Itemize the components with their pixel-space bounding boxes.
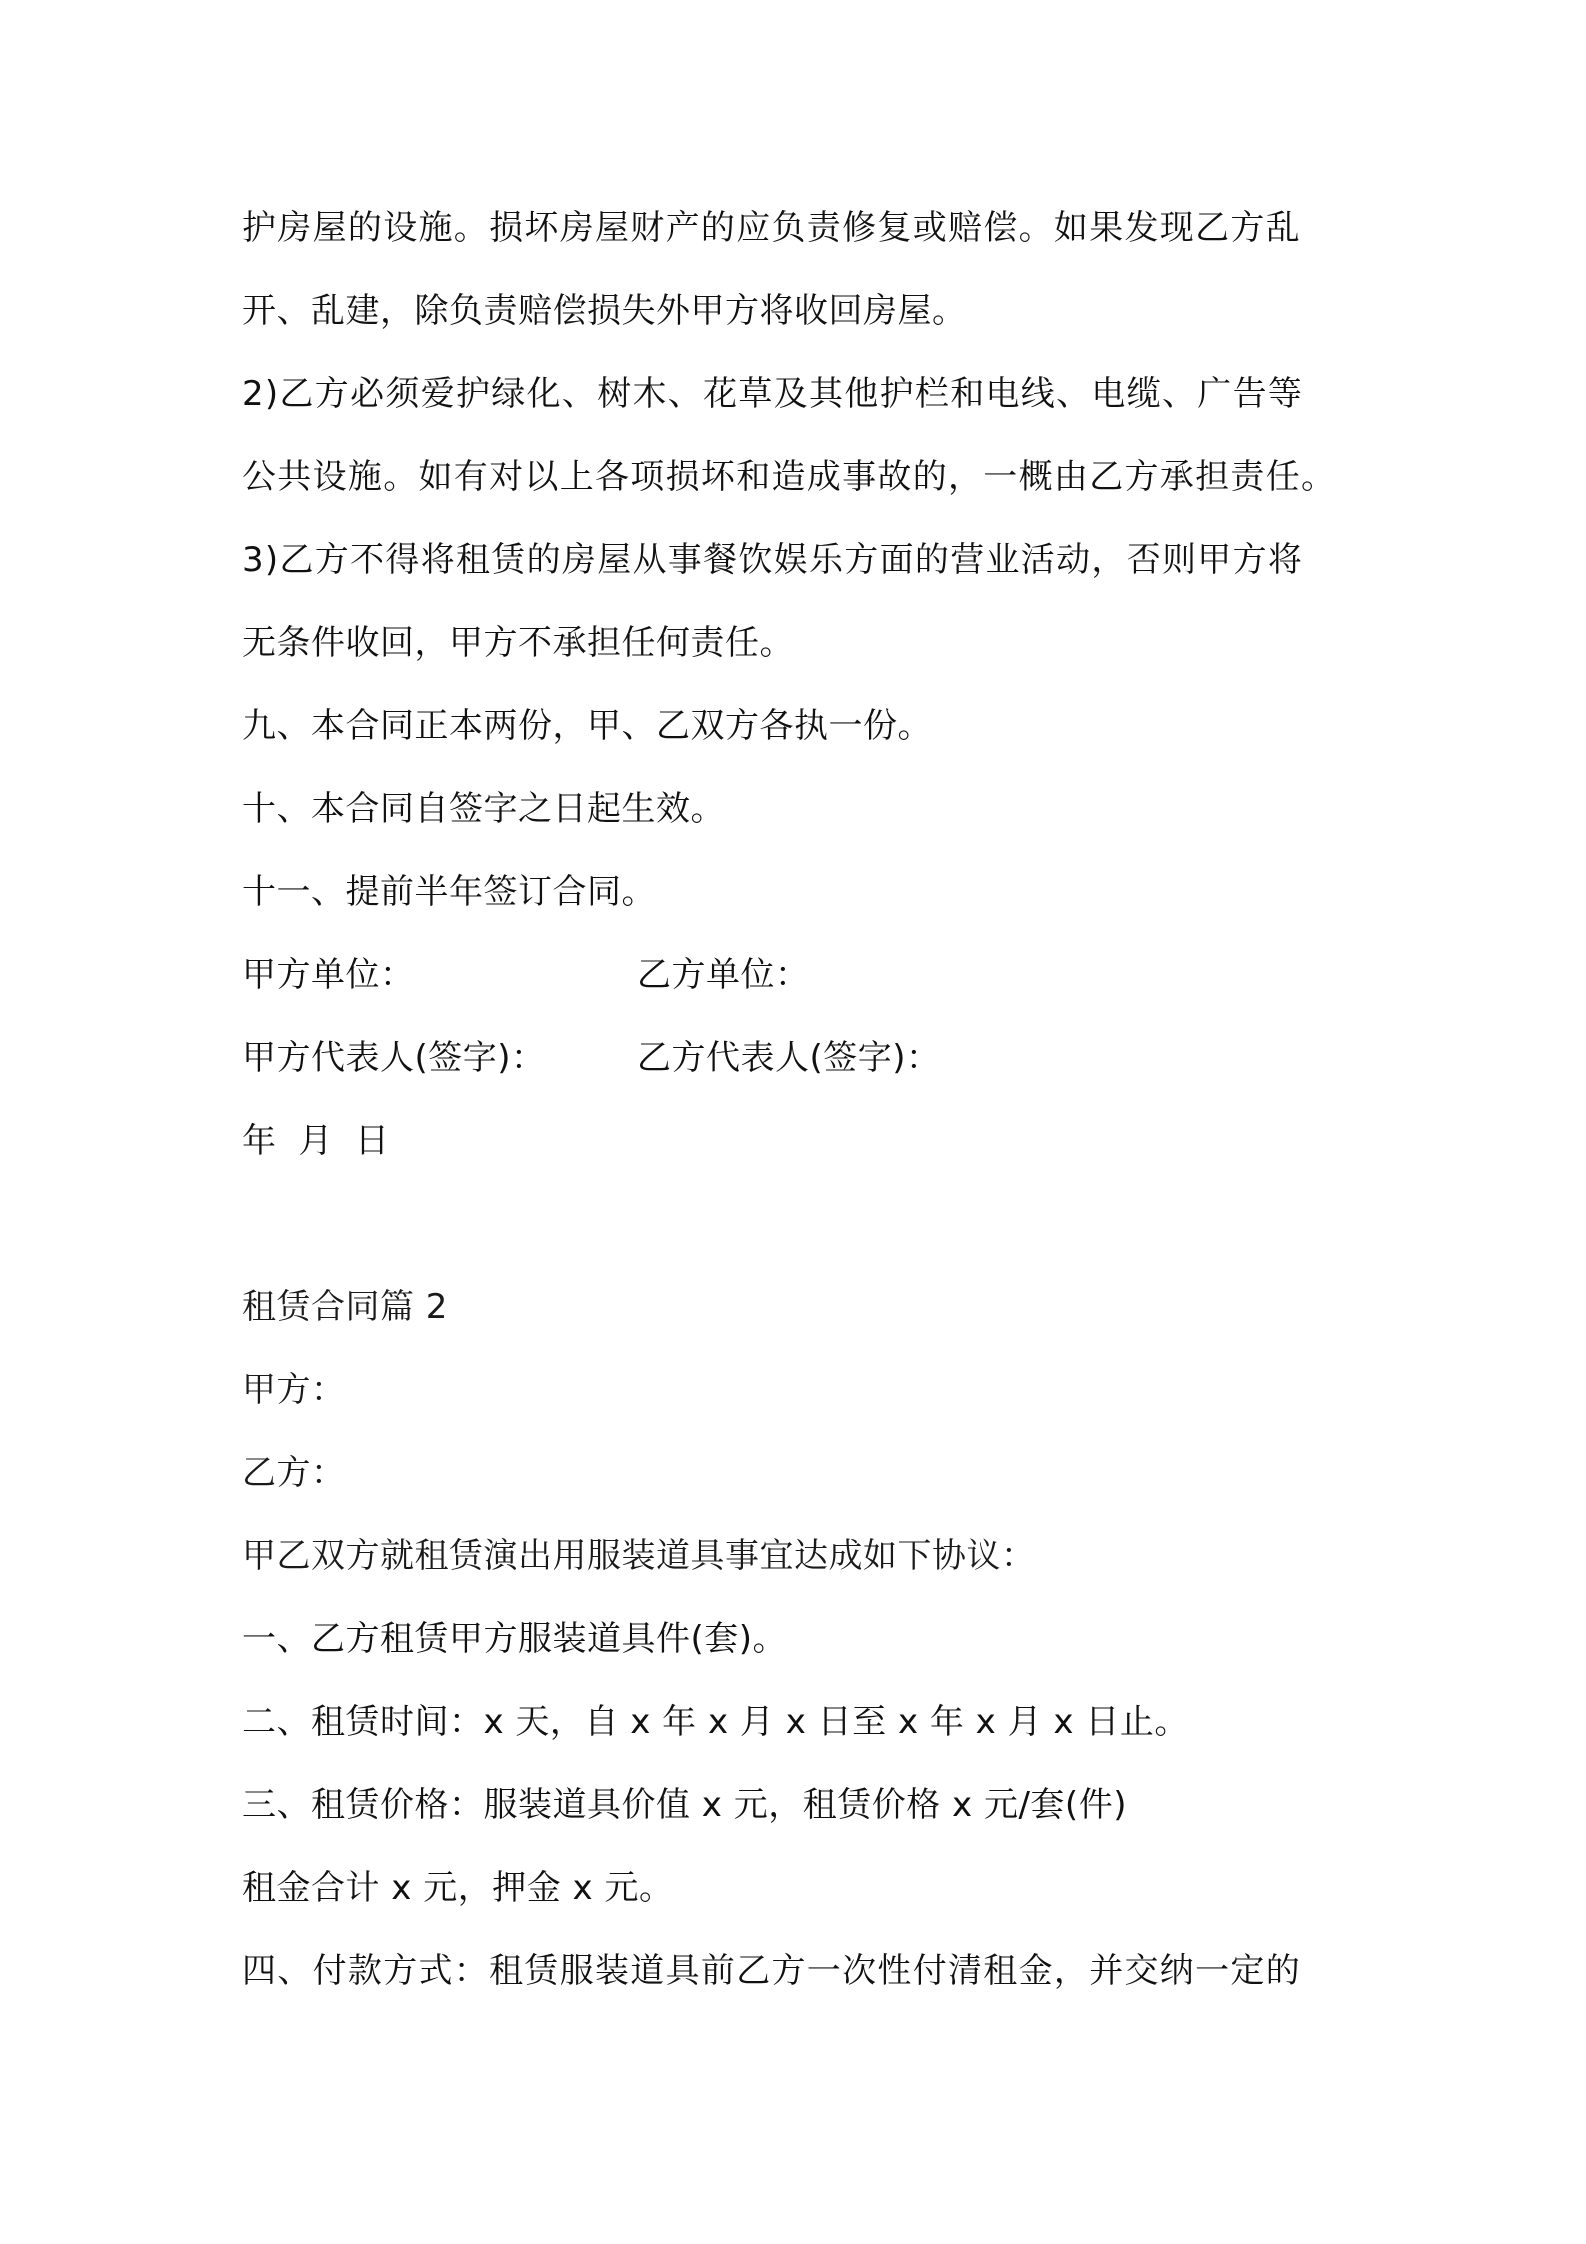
party-a-unit-label: 甲方单位： [242,955,415,995]
signature-date [242,1119,412,1163]
paragraph-line: 开、乱建，除负责赔偿损失外甲方将收回房屋。 [242,291,967,331]
agreement-intro: 甲乙双方就租赁演出用服装道具事宜达成如下协议： [242,1536,1036,1576]
paragraph-line: 护房屋的设施。损坏房屋财产的应负责修复或赔偿。如果发现乙方乱 [242,208,1301,248]
clause-nine: 九、本合同正本两份，甲、乙双方各执一份。 [242,706,932,746]
date-day: 日 [355,1121,390,1161]
paragraph-line: 2)乙方必须爱护绿化、树木、花草及其他护栏和电线、电缆、广告等 [242,374,1304,414]
party-a-rep-label: 甲方代表人(签字)： [242,1038,546,1078]
party-b-rep-label: 乙方代表人(签字)： [637,1038,941,1078]
clause-ten: 十、本合同自签字之日起生效。 [242,789,725,829]
clause-four: 四、付款方式：租赁服装道具前乙方一次性付清租金，并交纳一定的 [242,1951,1301,1991]
date-year: 年 [242,1121,277,1161]
date-month: 月 [298,1121,333,1161]
section-title: 租赁合同篇 2 [242,1287,448,1327]
clause-eleven: 十一、提前半年签订合同。 [242,872,656,912]
paragraph-line: 公共设施。如有对以上各项损坏和造成事故的，一概由乙方承担责任。 [242,457,1337,497]
clause-two: 二、租赁时间：x 天，自 x 年 x 月 x 日至 x 年 x 月 x 日止。 [242,1702,1189,1742]
party-b-unit-label: 乙方单位： [637,955,810,995]
party-b-label: 乙方： [242,1453,346,1493]
party-a-label: 甲方： [242,1370,346,1410]
clause-three-cont: 租金合计 x 元，押金 x 元。 [242,1868,674,1908]
clause-three: 三、租赁价格：服装道具价值 x 元，租赁价格 x 元/套(件) [242,1785,1127,1825]
paragraph-line: 3)乙方不得将租赁的房屋从事餐饮娱乐方面的营业活动，否则甲方将 [242,540,1304,580]
clause-one: 一、乙方租赁甲方服装道具件(套)。 [242,1619,788,1659]
paragraph-line: 无条件收回，甲方不承担任何责任。 [242,623,794,663]
